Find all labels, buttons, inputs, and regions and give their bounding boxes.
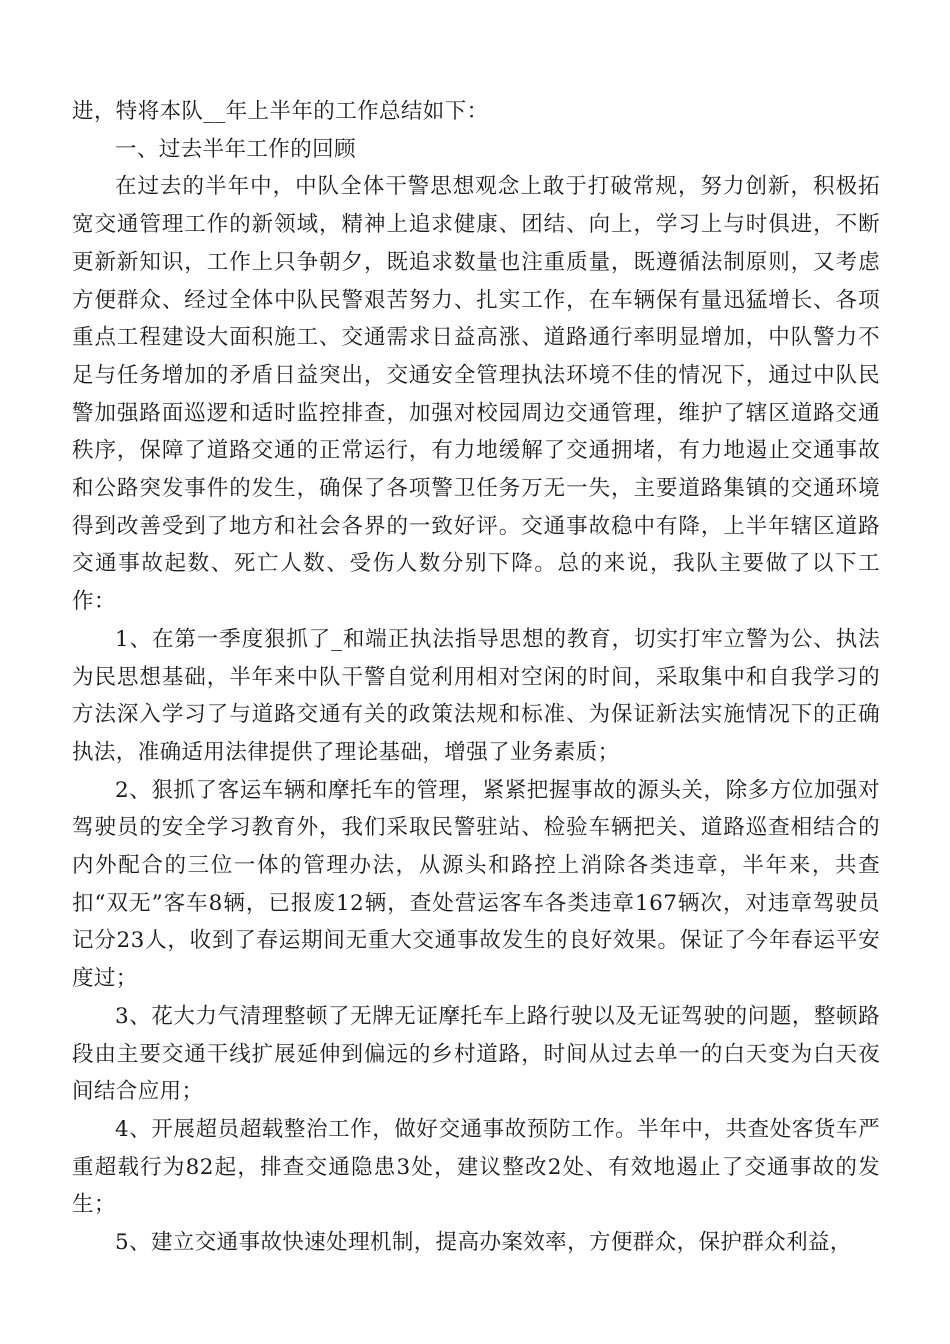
paragraph-item-5: 5、建立交通事故快速处理机制，提高办案效率，方便群众，保护群众利益，: [115, 1230, 852, 1256]
paragraph-item-3: 3、花大力气清理整顿了无牌无证摩托车上路行驶以及无证驾驶的问题，整顿路段由主要交通干线扩展延伸到偏远的乡村道路，时间从过去单一的白天变为白天夜间结合应用；: [72, 1003, 880, 1105]
paragraph-item-1: 1、在第一季度狠抓了_和端正执法指导思想的教育，切实打牢立警为公、执法为民思想基础，半年来中队干警自觉利用相对空闲的时间，采取集中和自我学习的方法深入学习了与道路交通有关的政策法规和标准、为保证新法实施情况下的正确执法，准确适用法律提供了理论基础，增强了业务素质；: [72, 626, 880, 765]
document-body: [72, 93, 880, 1262]
section-heading-review: 一、过去半年工作的回顾: [115, 136, 356, 162]
paragraph-overview: 在过去的半年中，中队全体干警思想观念上敢于打破常规，努力创新，积极拓宽交通管理工作的新领域，精神上追求健康、团结、向上，学习上与时俱进，不断更新新知识，工作上只争朝夕，既追求数量也注重质量，既遵循法制原则，又考虑方便群众、经过全体中队民警艰苦努力、扎实工作，在车辆保有量迅猛增长、各项重点工程建设大面积施工、交通需求日益高涨、道路通行率明显增加，中队警力不足与任务增加的矛盾日益突出，交通安全管理执法环境不佳的情况下，通过中队民警加强路面巡逻和适时监控排查，加强对校园周边交通管理，维护了辖区道路交通秩序，保障了道路交通的正常运行，有力地缓解了交通拥堵，有力地遏止交通事故和公路突发事件的发生，确保了各项警卫任务万无一失，主要道路集镇的交通环境得到改善受到了地方和社会各界的一致好评。交通事故稳中有降，上半年辖区道路交通事故起数、死亡人数、受伤人数分别下降。总的来说，我队主要做了以下工作：: [72, 174, 880, 615]
paragraph-item-2: 2、狠抓了客运车辆和摩托车的管理，紧紧把握事故的源头关，除多方位加强对驾驶员的安全学习教育外，我们采取民警驻站、检验车辆把关、道路巡查相结合的内外配合的三位一体的管理办法，从源头和路控上消除各类违章，半年来，共查扣“双无”客车8辆，已报废12辆，查处营运客车各类违章167辆次，对违章驾驶员记分23人，收到了春运期间无重大交通事故发生的良好效果。保证了今年春运平安度过；: [72, 777, 880, 992]
paragraph-item-4: 4、开展超员超载整治工作，做好交通事故预防工作。半年中，共查处客货车严重超载行为82起，排查交通隐患3处，建议整改2处、有效地遏止了交通事故的发生；: [72, 1116, 880, 1218]
paragraph-intro-continuation: 进，特将本队__年上半年的工作总结如下：: [72, 99, 489, 124]
